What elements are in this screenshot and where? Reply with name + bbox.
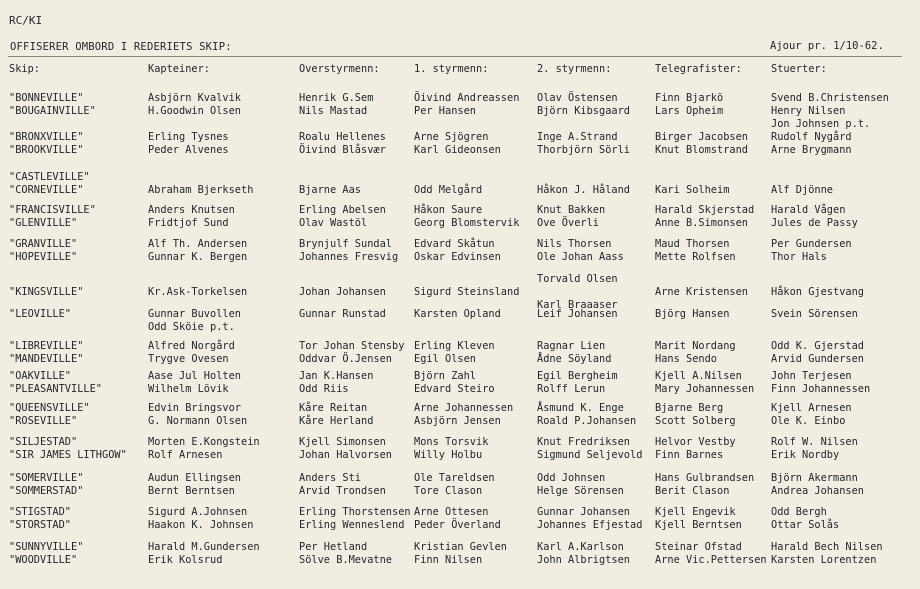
steward-cell: Odd Bergh [771, 506, 827, 518]
chief-officer-cell: Roalu Hellenes [299, 131, 386, 143]
ship-cell: "HOPEVILLE" [9, 251, 78, 263]
header-rule [8, 56, 902, 57]
first-mate-cell: Arne Sjögren [414, 131, 489, 143]
ship-cell: "PLEASANTVILLE" [9, 383, 102, 395]
captain-cell: Erling Tysnes [148, 131, 229, 143]
ship-cell: "SILJESTAD" [9, 436, 78, 448]
steward-cell: Kjell Arnesen [771, 402, 852, 414]
second-mate-cell: Björn Kibsgaard [537, 105, 630, 117]
ship-cell: "WOODVILLE" [9, 554, 78, 566]
second-mate-cell: Inge A.Strand [537, 131, 618, 143]
header-first-mates: 1. styrmenn: [414, 63, 489, 75]
captain-cell: Abraham Bjerkseth [148, 184, 254, 196]
steward-cell: Henry Nilsen [771, 105, 846, 117]
chief-officer-cell: Brynjulf Sundal [299, 238, 392, 250]
captain-cell: Aase Jul Holten [148, 370, 241, 382]
radio-officer-cell: Steinar Ofstad [655, 541, 742, 553]
radio-officer-cell: Marit Nordang [655, 340, 736, 352]
captain-cell: Peder Alvenes [148, 144, 229, 156]
captain-cell: Alf Th. Andersen [148, 238, 248, 250]
steward-cell: Per Gundersen [771, 238, 852, 250]
chief-officer-cell: Kåre Herland [299, 415, 374, 427]
header-ship: Skip: [9, 63, 40, 75]
captain-cell: Fridtjof Sund [148, 217, 229, 229]
steward-cell: Ole K. Einbo [771, 415, 846, 427]
ship-cell: "GLENVILLE" [9, 217, 78, 229]
radio-officer-cell: Birger Jacobsen [655, 131, 748, 143]
header-captains: Kapteiner: [148, 63, 210, 75]
captain-cell: Trygve Ovesen [148, 353, 229, 365]
captain-cell: Harald M.Gundersen [148, 541, 260, 553]
ship-cell: "CASTLEVILLE" [9, 171, 90, 183]
captain-cell: Edvin Bringsvor [148, 402, 241, 414]
second-mate-cell: Ole Johan Aass [537, 251, 624, 263]
ship-cell: "LIBREVILLE" [9, 340, 84, 352]
radio-officer-cell: Arne Vic.Pettersen [655, 554, 767, 566]
second-mate-cell: Åsmund K. Enge [537, 402, 624, 414]
ship-cell: "SIR JAMES LITHGOW" [9, 449, 127, 461]
steward-cell: Erik Nordby [771, 449, 840, 461]
radio-officer-cell: Finn Barnes [655, 449, 724, 461]
steward-cell: Alf Djönne [771, 184, 833, 196]
steward-cell: Karsten Lorentzen [771, 554, 877, 566]
radio-officer-cell: Finn Bjarkö [655, 92, 724, 104]
second-mate-cell: Ove Överli [537, 217, 599, 229]
header-radio-officers: Telegrafister: [655, 63, 742, 75]
second-mate-cell: Karl A.Karlson [537, 541, 624, 553]
ship-cell: "SUNNYVILLE" [9, 541, 84, 553]
column-headers [0, 63, 920, 79]
captain-cell: Erik Kolsrud [148, 554, 223, 566]
second-mate-cell: John Albrigtsen [537, 554, 630, 566]
date-updated: Ajour pr. 1/10-62. [770, 40, 884, 52]
radio-officer-cell: Scott Solberg [655, 415, 736, 427]
header-chief-officers: Overstyrmenn: [299, 63, 380, 75]
captain-cell: Odd Sköie p.t. [148, 321, 235, 333]
ship-cell: "KINGSVILLE" [9, 286, 84, 298]
radio-officer-cell: Mary Johannessen [655, 383, 755, 395]
captain-cell: Morten E.Kongstein [148, 436, 260, 448]
steward-cell: Jon Johnsen p.t. [771, 118, 871, 130]
steward-cell: Thor Hals [771, 251, 827, 263]
second-mate-cell: Helge Sörensen [537, 485, 624, 497]
steward-cell: Rudolf Nygård [771, 131, 852, 143]
radio-officer-cell: Lars Opheim [655, 105, 724, 117]
captain-cell: Asbjörn Kvalvik [148, 92, 241, 104]
radio-officer-cell: Kjell Engevik [655, 506, 736, 518]
second-mate-cell: Håkon J. Håland [537, 184, 630, 196]
chief-officer-cell: Per Hetland [299, 541, 368, 553]
captain-cell: Bernt Berntsen [148, 485, 235, 497]
first-mate-cell: Kristian Gevlen [414, 541, 507, 553]
ship-cell: "STORSTAD" [9, 519, 71, 531]
first-mate-cell: Ole Tareldsen [414, 472, 495, 484]
first-mate-cell: Georg Blomstervik [414, 217, 520, 229]
radio-officer-cell: Kari Solheim [655, 184, 730, 196]
steward-cell: Svein Sörensen [771, 308, 858, 320]
second-mate-cell: Karl Braaaser [537, 299, 618, 311]
second-mate-cell: Egil Bergheim [537, 370, 618, 382]
steward-cell: John Terjesen [771, 370, 852, 382]
captain-cell: Gunnar Buvollen [148, 308, 241, 320]
first-mate-cell: Karsten Opland [414, 308, 501, 320]
first-mate-cell: Edvard Steiro [414, 383, 495, 395]
chief-officer-cell: Odd Riis [299, 383, 349, 395]
steward-cell: Harald Bech Nilsen [771, 541, 883, 553]
chief-officer-cell: Anders Sti [299, 472, 361, 484]
captain-cell: G. Normann Olsen [148, 415, 248, 427]
ship-cell: "BONNEVILLE" [9, 92, 84, 104]
second-mate-cell: Johannes Efjestad [537, 519, 643, 531]
second-mate-cell: Ragnar Lien [537, 340, 606, 352]
second-mate-cell: Thorbjörn Sörli [537, 144, 630, 156]
second-mate-cell: Odd Johnsen [537, 472, 606, 484]
chief-officer-cell: Erling Thorstensen [299, 506, 411, 518]
second-mate-cell: Roald P.Johansen [537, 415, 637, 427]
steward-cell: Håkon Gjestvang [771, 286, 864, 298]
chief-officer-cell: Jan K.Hansen [299, 370, 374, 382]
chief-officer-cell: Arvid Trondsen [299, 485, 386, 497]
radio-officer-cell: Berit Clason [655, 485, 730, 497]
first-mate-cell: Edvard Skåtun [414, 238, 495, 250]
first-mate-cell: Egil Olsen [414, 353, 476, 365]
first-mate-cell: Arne Johannessen [414, 402, 514, 414]
captain-cell: Wilhelm Lövik [148, 383, 229, 395]
radio-officer-cell: Maud Thorsen [655, 238, 730, 250]
first-mate-cell: Willy Holbu [414, 449, 483, 461]
second-mate-cell: Rolff Lerun [537, 383, 606, 395]
chief-officer-cell: Erling Wenneslend [299, 519, 405, 531]
chief-officer-cell: Gunnar Runstad [299, 308, 386, 320]
steward-cell: Ottar Solås [771, 519, 840, 531]
captain-cell: Alfred Norgård [148, 340, 235, 352]
chief-officer-cell: Nils Mastad [299, 105, 368, 117]
radio-officer-cell: Björg Hansen [655, 308, 730, 320]
first-mate-cell: Asbjörn Jensen [414, 415, 501, 427]
captain-cell: Rolf Arnesen [148, 449, 223, 461]
first-mate-cell: Finn Nilsen [414, 554, 483, 566]
captain-cell: H.Goodwin Olsen [148, 105, 241, 117]
first-mate-cell: Arne Ottesen [414, 506, 489, 518]
radio-officer-cell: Kjell Berntsen [655, 519, 742, 531]
ship-cell: "FRANCISVILLE" [9, 204, 96, 216]
steward-cell: Arne Brygmann [771, 144, 852, 156]
chief-officer-cell: Johan Halvorsen [299, 449, 392, 461]
second-mate-cell: Knut Fredriksen [537, 436, 630, 448]
ship-cell: "BROOKVILLE" [9, 144, 84, 156]
steward-cell: Harald Vågen [771, 204, 846, 216]
chief-officer-cell: Kåre Reitan [299, 402, 368, 414]
chief-officer-cell: Henrik G.Sem [299, 92, 374, 104]
steward-cell: Andrea Johansen [771, 485, 864, 497]
second-mate-cell: Torvald Olsen [537, 273, 618, 285]
radio-officer-cell: Anne B.Simonsen [655, 217, 748, 229]
first-mate-cell: Tore Clason [414, 485, 483, 497]
second-mate-cell: Ådne Söyland [537, 353, 612, 365]
chief-officer-cell: Olav Wastöl [299, 217, 368, 229]
first-mate-cell: Per Hansen [414, 105, 476, 117]
chief-officer-cell: Öivind Blåsvær [299, 144, 386, 156]
second-mate-cell: Gunnar Johansen [537, 506, 630, 518]
ship-cell: "SOMERVILLE" [9, 472, 84, 484]
ship-cell: "BOUGAINVILLE" [9, 105, 96, 117]
chief-officer-cell: Sölve B.Mevatne [299, 554, 392, 566]
header-second-mates: 2. styrmenn: [537, 63, 612, 75]
steward-cell: Odd K. Gjerstad [771, 340, 864, 352]
first-mate-cell: Sigurd Steinsland [414, 286, 520, 298]
ship-cell: "ROSEVILLE" [9, 415, 78, 427]
radio-officer-cell: Mette Rolfsen [655, 251, 736, 263]
ship-cell: "CORNEVILLE" [9, 184, 84, 196]
ship-cell: "LEOVILLE" [9, 308, 71, 320]
captain-cell: Sigurd A.Johnsen [148, 506, 248, 518]
steward-cell: Rolf W. Nilsen [771, 436, 858, 448]
radio-officer-cell: Hans Sendo [655, 353, 717, 365]
chief-officer-cell: Johan Johansen [299, 286, 386, 298]
second-mate-cell: Olav Östensen [537, 92, 618, 104]
radio-officer-cell: Bjarne Berg [655, 402, 724, 414]
ship-cell: "GRANVILLE" [9, 238, 78, 250]
ship-cell: "MANDEVILLE" [9, 353, 84, 365]
radio-officer-cell: Arne Kristensen [655, 286, 748, 298]
header-stewards: Stuerter: [771, 63, 827, 75]
first-mate-cell: Odd Melgård [414, 184, 483, 196]
captain-cell: Gunnar K. Bergen [148, 251, 248, 263]
captain-cell: Haakon K. Johnsen [148, 519, 254, 531]
document-title: OFFISERER OMBORD I REDERIETS SKIP: [10, 41, 232, 53]
first-mate-cell: Öivind Andreassen [414, 92, 520, 104]
radio-officer-cell: Harald Skjerstad [655, 204, 755, 216]
radio-officer-cell: Kjell A.Nilsen [655, 370, 742, 382]
chief-officer-cell: Kjell Simonsen [299, 436, 386, 448]
captain-cell: Audun Ellingsen [148, 472, 241, 484]
captain-cell: Kr.Ask-Torkelsen [148, 286, 248, 298]
radio-officer-cell: Helvor Vestby [655, 436, 736, 448]
second-mate-cell: Sigmund Seljevold [537, 449, 643, 461]
radio-officer-cell: Knut Blomstrand [655, 144, 748, 156]
chief-officer-cell: Oddvar Ö.Jensen [299, 353, 392, 365]
ship-cell: "BRONXVILLE" [9, 131, 84, 143]
first-mate-cell: Oskar Edvinsen [414, 251, 501, 263]
first-mate-cell: Peder Överland [414, 519, 501, 531]
steward-cell: Arvid Gundersen [771, 353, 864, 365]
ship-cell: "OAKVILLE" [9, 370, 71, 382]
first-mate-cell: Erling Kleven [414, 340, 495, 352]
chief-officer-cell: Erling Abelsen [299, 204, 386, 216]
steward-cell: Björn Akermann [771, 472, 858, 484]
captain-cell: Anders Knutsen [148, 204, 235, 216]
second-mate-cell: Leif Johansen [537, 308, 618, 320]
steward-cell: Finn Johannessen [771, 383, 871, 395]
document-reference: RC/KI [9, 14, 43, 27]
second-mate-cell: Knut Bakken [537, 204, 606, 216]
ship-cell: "SOMMERSTAD" [9, 485, 84, 497]
steward-cell: Svend B.Christensen [771, 92, 889, 104]
second-mate-cell: Nils Thorsen [537, 238, 612, 250]
chief-officer-cell: Bjarne Aas [299, 184, 361, 196]
first-mate-cell: Håkon Saure [414, 204, 483, 216]
radio-officer-cell: Hans Gulbrandsen [655, 472, 755, 484]
chief-officer-cell: Tor Johan Stensby [299, 340, 405, 352]
steward-cell: Jules de Passy [771, 217, 858, 229]
ship-cell: "QUEENSVILLE" [9, 402, 90, 414]
first-mate-cell: Karl Gideonsen [414, 144, 501, 156]
ship-cell: "STIGSTAD" [9, 506, 71, 518]
first-mate-cell: Mons Torsvik [414, 436, 489, 448]
chief-officer-cell: Johannes Fresvig [299, 251, 399, 263]
first-mate-cell: Björn Zahl [414, 370, 476, 382]
